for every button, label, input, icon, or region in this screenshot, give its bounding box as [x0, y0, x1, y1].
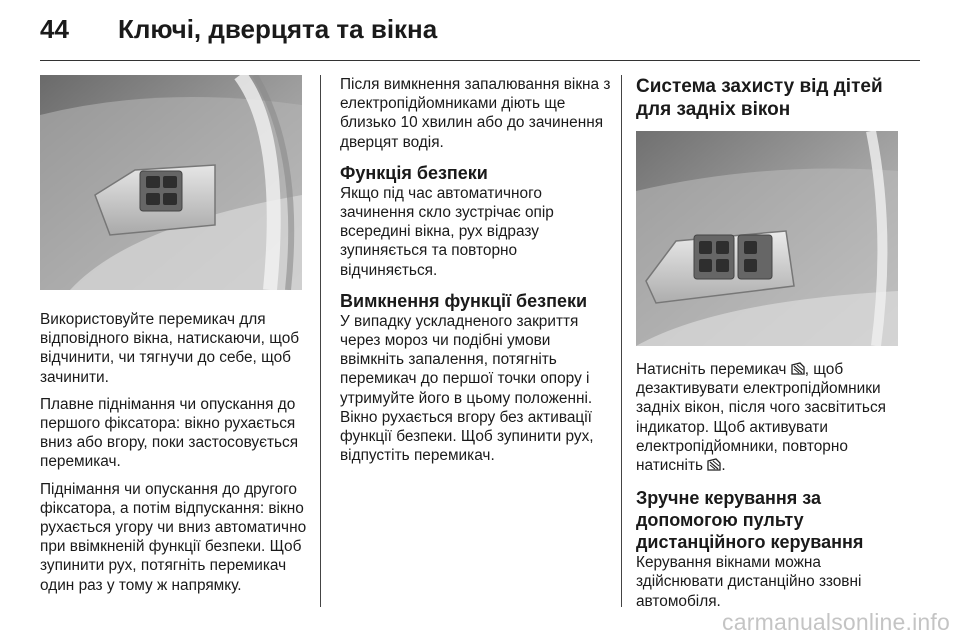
paragraph: Натисніть перемикач , щоб дезактивувати електропідйомники задніх вікон, після чого засвітиться індикатор. Щоб активувати електропідйомники, повторно натисніть .: [636, 361, 886, 475]
column-divider: [621, 75, 622, 607]
paragraph: Керування вікнами можна здійснювати дистанційно ззовні автомобіля.: [636, 554, 862, 610]
paragraph: Після вимкнення запалювання вікна з електропідйомниками діють ще близько 10 хвилин або до зачинення дверцят водія.: [340, 76, 611, 151]
column-3: [636, 75, 912, 619]
paragraph: Якщо під час автоматичного зачинення скло зустрічає опір всередині вікна, рух відразу зупиняється та повторно відчиняється.: [340, 184, 554, 279]
column-1: [40, 75, 308, 603]
section-heading: Функція безпеки: [340, 162, 488, 183]
child-lock-window-icon: [707, 458, 721, 472]
window-switch-figure: [40, 75, 302, 290]
column-divider: [320, 75, 321, 607]
child-lock-window-icon: [791, 362, 805, 376]
header-rule: [40, 60, 920, 61]
paragraph: Піднімання чи опускання до другого фіксатора, а потім відпускання: вікно рухається угору чи вниз автоматично при ввімкненій функції безпеки. Щоб зупинити рух, потягніть перемикач один раз у тому ж напрямку.: [40, 480, 307, 594]
watermark: carmanualsonline.info: [722, 609, 950, 635]
paragraph: Використовуйте перемикач для відповідного вікна, натискаючи, щоб відчинити, чи тягнучи до себе, щоб зачинити.: [40, 311, 300, 386]
section-heading: Зручне керування за допомогою пульту дистанційного керування: [636, 488, 864, 553]
paragraph: Плавне піднімання чи опускання до першого фіксатора: вікно рухається вниз або вгору, поки застосовується перемикач.: [40, 395, 299, 471]
section-heading: Вимкнення функції безпеки: [340, 290, 588, 311]
paragraph: У випадку ускладненого закриття через мороз чи подібні умови ввімкніть запалення, потягніть перемикач до першої точки опору і утримуйте його в цьому положенні. Вікно рухається вгору без активації функції безпеки. Щоб зупинити рух, відпустіть перемикач.: [340, 312, 594, 465]
page-number: 44: [40, 14, 69, 44]
section-heading: Система захисту від дітей для задніх вікон: [636, 76, 883, 120]
rear-window-switch-figure: [636, 131, 898, 346]
column-2: [340, 75, 612, 473]
page-title: Ключі, дверцята та вікна: [118, 14, 438, 44]
